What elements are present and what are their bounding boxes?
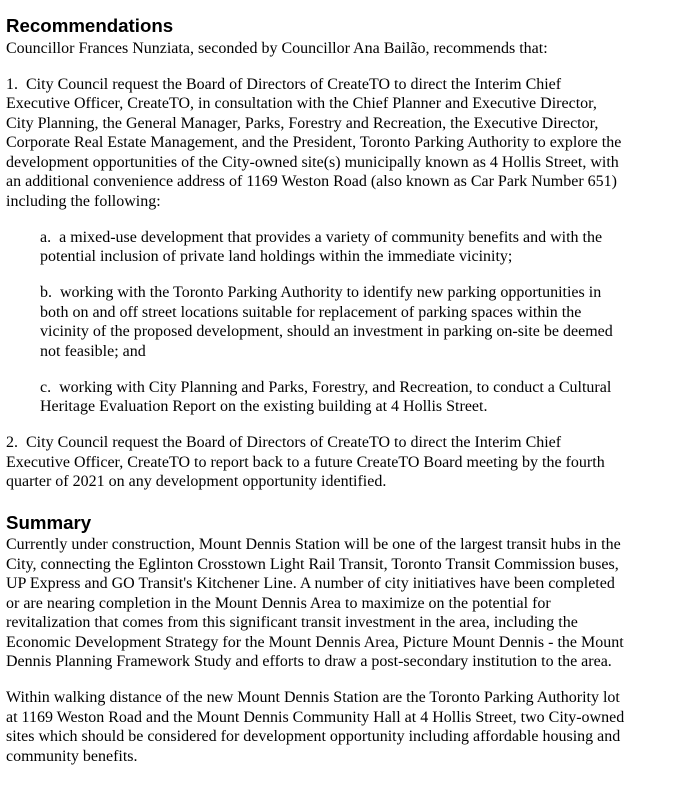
section-recommendations (6, 15, 626, 492)
recommendation-1c-paragraph: c. working with City Planning and Parks, Forestry, and Recreation, to conduct a Cultural Heritage Evaluation Report on the existing building at 4 Hollis Street. (40, 378, 616, 415)
recommendation-2-paragraph: 2. City Council request the Board of Directors of CreateTO to direct the Interim Chief Executive Officer, CreateTO to report back to a future CreateTO Board meeting by the fourth quarter of 2021 on any development opportunity identified. (6, 434, 609, 490)
recommendation-intro-paragraph: Councillor Frances Nunziata, seconded by Councillor Ana Bailão, recommends that: (6, 39, 548, 57)
council-document-page (6, 15, 629, 766)
summary-heading: Summary (6, 511, 92, 533)
summary-paragraph-1: Currently under construction, Mount Dennis Station will be one of the largest transit hubs in the City, connecting the Eglinton Crosstown Light Rail Transit, Toronto Transit Commission buses, UP Express and GO Transit's Kitchener Line. A number of city initiatives have been completed or are nearing completion in the Mount Dennis Area to maximize on the potential for revitalization that comes from this significant transit investment in the area, including the Economic Development Strategy for the Mount Dennis Area, Picture Mount Dennis - the Mount Dennis Planning Framework Study and efforts to draw a post-secondary institution to the area. (6, 536, 628, 671)
recommendations-heading: Recommendations (6, 15, 174, 36)
recommendation-1-paragraph: 1. City Council request the Board of Directors of CreateTO to direct the Interim Chief Executive Officer, CreateTO, in consultation with the Chief Planner and Executive Director, City Planning, the General Manager, Parks, Forestry and Recreation, the Executive Director, Corporate Real Estate Management, and the President, Toronto Parking Authority to explore the development opportunities of the City-owned site(s) municipally known as 4 Hollis Street, with an additional convenience address of 1169 Weston Road (also known as Car Park Number 651) including the following: (6, 75, 626, 210)
section-summary (6, 511, 629, 767)
recommendation-1a-paragraph: a. a mixed-use development that provides a variety of community benefits and with the potential inclusion of private land holdings within the immediate vicinity; (40, 228, 607, 265)
summary-paragraph-2: Within walking distance of the new Mount Dennis Station are the Toronto Parking Authority lot at 1169 Weston Road and the Mount Dennis Community Hall at 4 Hollis Street, two City-owned sites which should be considered for development opportunity including affordable housing and community benefits. (6, 689, 629, 765)
recommendation-1b-paragraph: b. working with the Toronto Parking Authority to identify new parking opportunities in both on and off street locations suitable for replacement of parking spaces within the vicinity of the proposed development, should an investment in parking on-site be deemed not feasible; and (40, 284, 617, 360)
